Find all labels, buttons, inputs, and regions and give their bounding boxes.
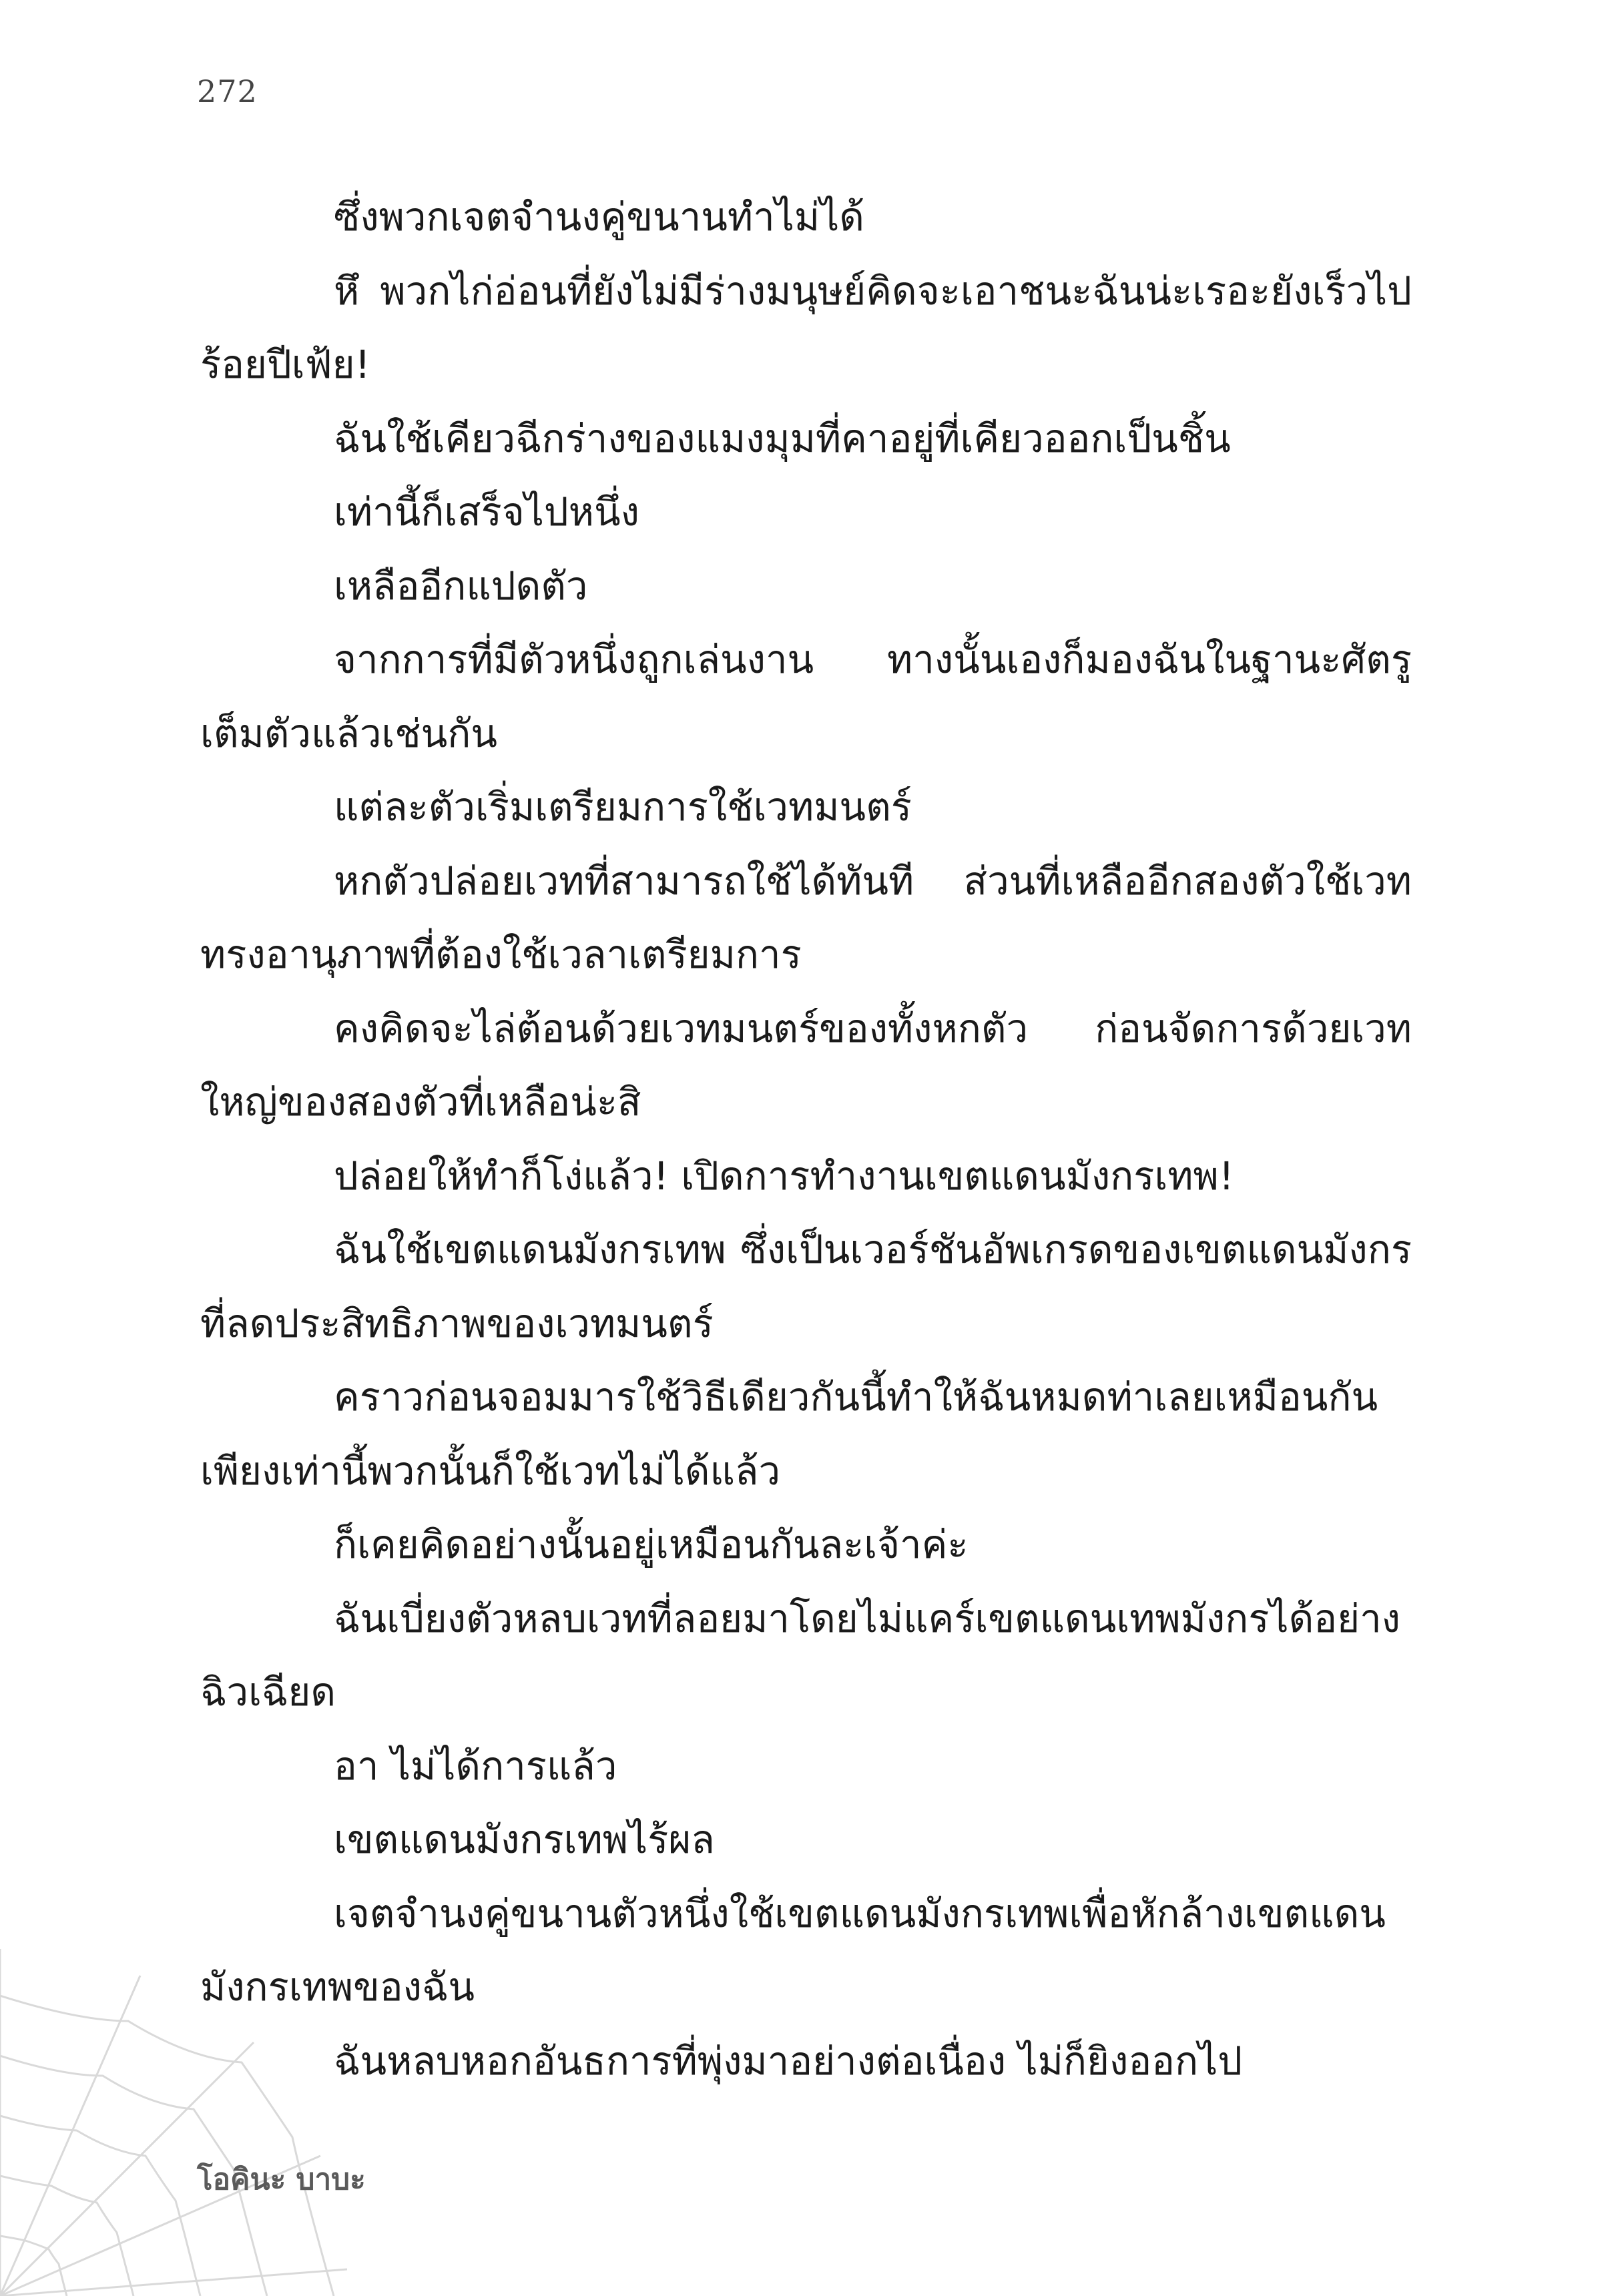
footer-author: โอคินะ บาบะ	[197, 2163, 366, 2197]
paragraph: หึ พวกไก่อ่อนที่ยังไม่มีร่างมนุษย์คิดจะเอาชนะฉันน่ะเรอะยังเร็วไปร้อยปีเฟ้ย!	[200, 268, 1412, 387]
paragraph: คงคิดจะไล่ต้อนด้วยเวทมนตร์ของทั้งหกตัว ก่อนจัดการด้วยเวทใหญ่ของสองตัวที่เหลือน่ะสิ	[200, 1005, 1412, 1125]
paragraph: อา ไม่ได้การแล้ว	[334, 1743, 617, 1789]
paragraph: ฉันหลบหอกอันธการที่พุ่งมาอย่างต่อเนื่อง ไม่ก็ยิงออกไป	[334, 2038, 1243, 2084]
paragraph: เท่านี้ก็เสร็จไปหนึ่ง	[334, 489, 639, 535]
paragraph: ฉันใช้เขตแดนมังกรเทพ ซึ่งเป็นเวอร์ชันอัพเกรดของเขตแดนมังกรที่ลดประสิทธิภาพของเวทมนตร์	[200, 1227, 1412, 1346]
page-number: 272	[197, 73, 258, 109]
paragraph: ปล่อยให้ทำก็โง่แล้ว! เปิดการทำงานเขตแดนมังกรเทพ!	[334, 1153, 1234, 1199]
paragraph: เหลืออีกแปดตัว	[334, 563, 588, 609]
paragraph: ซึ่งพวกเจตจำนงคู่ขนานทำไม่ได้	[334, 194, 864, 240]
body-text	[200, 180, 1412, 2098]
paragraph: ก็เคยคิดอย่างนั้นอยู่เหมือนกันละเจ้าค่ะ	[334, 1522, 969, 1567]
paragraph: เจตจำนงคู่ขนานตัวหนึ่งใช้เขตแดนมังกรเทพเพื่อหักล้างเขตแดนมังกรเทพของฉัน	[200, 1890, 1386, 2010]
spider-web-icon	[0, 1949, 347, 2296]
paragraph: เขตแดนมังกรเทพไร้ผล	[334, 1817, 715, 1862]
paragraph: หกตัวปล่อยเวทที่สามารถใช้ได้ทันที ส่วนที่เหลืออีกสองตัวใช้เวททรงอานุภาพที่ต้องใช้เวลาเตรียมการ	[200, 858, 1412, 977]
paragraph: ฉันเบี่ยงตัวหลบเวทที่ลอยมาโดยไม่แคร์เขตแดนเทพมังกรได้อย่างฉิวเฉียด	[200, 1595, 1400, 1715]
paragraph: แต่ละตัวเริ่มเตรียมการใช้เวทมนตร์	[334, 784, 912, 830]
paragraph: คราวก่อนจอมมารใช้วิธีเดียวกันนี้ทำให้ฉันหมดท่าเลยเหมือนกัน เพียงเท่านี้พวกนั้นก็ใช้เวทไม่ได้แล้ว	[200, 1374, 1378, 1494]
paragraph: ฉันใช้เคียวฉีกร่างของแมงมุมที่คาอยู่ที่เคียวออกเป็นชิ้น	[334, 415, 1231, 461]
paragraph: จากการที่มีตัวหนึ่งถูกเล่นงาน ทางนั้นเองก็มองฉันในฐานะศัตรูเต็มตัวแล้วเช่นกัน	[200, 637, 1412, 756]
